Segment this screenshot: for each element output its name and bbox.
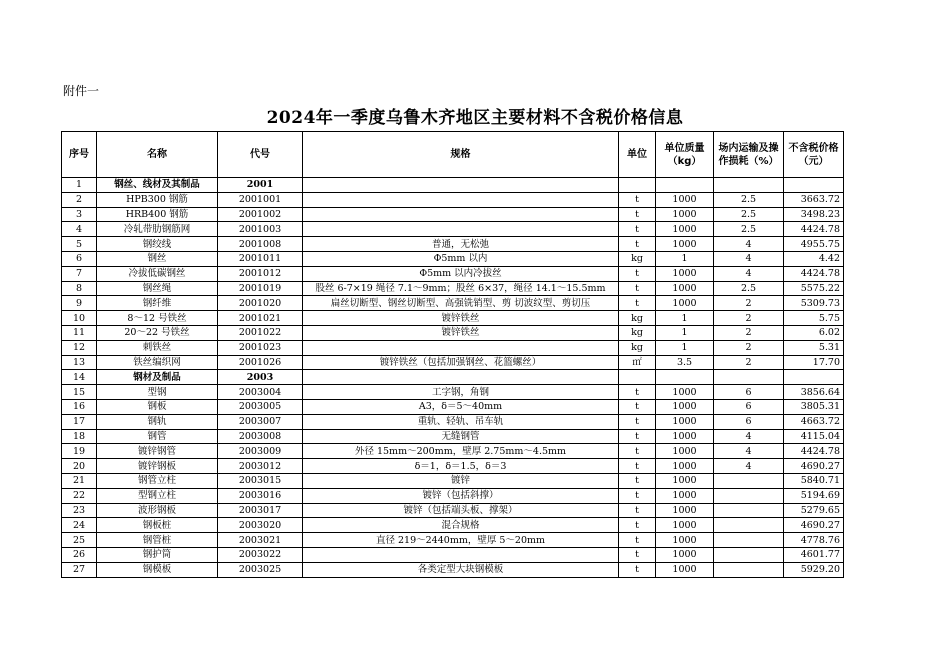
header-unit: 单位 <box>619 132 656 178</box>
cell-name: 钢管桩 <box>97 533 218 548</box>
cell-unit: t <box>619 207 656 222</box>
cell-spec <box>303 370 619 385</box>
cell-seq: 9 <box>62 296 97 311</box>
cell-seq: 12 <box>62 340 97 355</box>
cell-spec: 各类定型大块钢模板 <box>303 562 619 577</box>
cell-loss: 6 <box>714 399 784 414</box>
cell-unit: t <box>619 296 656 311</box>
cell-unit-mass: 1 <box>656 340 714 355</box>
cell-price: 3498.23 <box>784 207 844 222</box>
cell-spec <box>303 222 619 237</box>
cell-seq: 22 <box>62 488 97 503</box>
cell-code: 2001008 <box>218 237 303 252</box>
cell-code: 2003022 <box>218 547 303 562</box>
cell-spec: 重轨、轻轨、吊车轨 <box>303 414 619 429</box>
cell-loss: 4 <box>714 429 784 444</box>
cell-price: 4115.04 <box>784 429 844 444</box>
table-row <box>62 533 844 548</box>
cell-price: 5929.20 <box>784 562 844 577</box>
cell-code: 2001022 <box>218 325 303 340</box>
cell-unit-mass: 1000 <box>656 281 714 296</box>
table-row <box>62 399 844 414</box>
table-row <box>62 251 844 266</box>
cell-name: 铁丝编织网 <box>97 355 218 370</box>
cell-price: 5575.22 <box>784 281 844 296</box>
cell-price: 5840.71 <box>784 473 844 488</box>
cell-seq: 25 <box>62 533 97 548</box>
cell-name: 钢丝绳 <box>97 281 218 296</box>
cell-unit: t <box>619 192 656 207</box>
attachment-label: 附件一 <box>63 84 100 98</box>
cell-name: 钢丝、线材及其制品 <box>97 178 218 193</box>
cell-price: 4424.78 <box>784 222 844 237</box>
cell-unit-mass: 1000 <box>656 192 714 207</box>
cell-price: 5309.73 <box>784 296 844 311</box>
cell-seq: 6 <box>62 251 97 266</box>
table-row <box>62 266 844 281</box>
cell-unit: ㎡ <box>619 355 656 370</box>
cell-unit: t <box>619 414 656 429</box>
cell-unit-mass: 1 <box>656 251 714 266</box>
cell-spec: 镀锌（包括斜撑） <box>303 488 619 503</box>
cell-spec: 混合规格 <box>303 518 619 533</box>
cell-seq: 17 <box>62 414 97 429</box>
cell-name: 钢绞线 <box>97 237 218 252</box>
cell-seq: 14 <box>62 370 97 385</box>
table-row <box>62 518 844 533</box>
cell-unit: t <box>619 429 656 444</box>
cell-name: 钢管 <box>97 429 218 444</box>
cell-unit-mass: 1000 <box>656 414 714 429</box>
cell-unit: t <box>619 237 656 252</box>
cell-spec: 股丝 6-7×19 绳径 7.1～9mm；股丝 6×37，绳径 14.1～15.5mm <box>303 281 619 296</box>
cell-spec <box>303 192 619 207</box>
table-row <box>62 385 844 400</box>
table-row <box>62 429 844 444</box>
cell-unit-mass: 1000 <box>656 296 714 311</box>
table-body <box>62 178 844 578</box>
cell-loss: 2.5 <box>714 192 784 207</box>
header-code: 代号 <box>218 132 303 178</box>
cell-unit-mass: 1 <box>656 311 714 326</box>
cell-price: 3805.31 <box>784 399 844 414</box>
cell-unit-mass: 1000 <box>656 547 714 562</box>
header-row <box>62 132 844 178</box>
cell-price: 3856.64 <box>784 385 844 400</box>
cell-price: 5.75 <box>784 311 844 326</box>
table-row <box>62 488 844 503</box>
cell-code: 2001 <box>218 178 303 193</box>
cell-loss <box>714 370 784 385</box>
table-row <box>62 473 844 488</box>
cell-loss <box>714 178 784 193</box>
cell-unit: t <box>619 562 656 577</box>
cell-name: 钢模板 <box>97 562 218 577</box>
cell-name: 钢板 <box>97 399 218 414</box>
cell-price: 4690.27 <box>784 518 844 533</box>
cell-code: 2001020 <box>218 296 303 311</box>
cell-unit: kg <box>619 325 656 340</box>
cell-spec: 无缝钢管 <box>303 429 619 444</box>
cell-name: 镀锌钢管 <box>97 444 218 459</box>
cell-loss: 2.5 <box>714 207 784 222</box>
cell-seq: 3 <box>62 207 97 222</box>
cell-seq: 8 <box>62 281 97 296</box>
cell-unit-mass: 1000 <box>656 459 714 474</box>
cell-unit-mass: 3.5 <box>656 355 714 370</box>
cell-unit-mass: 1000 <box>656 222 714 237</box>
cell-loss: 6 <box>714 414 784 429</box>
cell-code: 2003016 <box>218 488 303 503</box>
cell-code: 2003 <box>218 370 303 385</box>
cell-spec: 外径 15mm～200mm，壁厚 2.75mm～4.5mm <box>303 444 619 459</box>
cell-unit-mass: 1000 <box>656 488 714 503</box>
cell-code: 2001019 <box>218 281 303 296</box>
cell-unit-mass: 1000 <box>656 385 714 400</box>
cell-loss: 2.5 <box>714 222 784 237</box>
table-row <box>62 222 844 237</box>
cell-code: 2001001 <box>218 192 303 207</box>
cell-unit-mass: 1000 <box>656 518 714 533</box>
cell-loss: 2 <box>714 325 784 340</box>
table-row <box>62 325 844 340</box>
cell-unit: t <box>619 222 656 237</box>
cell-name: 波形钢板 <box>97 503 218 518</box>
cell-price: 4424.78 <box>784 266 844 281</box>
cell-loss: 2 <box>714 296 784 311</box>
header-unit-mass: 单位质量（kg） <box>656 132 714 178</box>
cell-spec: 镀锌铁丝 <box>303 325 619 340</box>
cell-name: 型钢 <box>97 385 218 400</box>
cell-code: 2001012 <box>218 266 303 281</box>
cell-loss: 4 <box>714 459 784 474</box>
cell-code: 2001023 <box>218 340 303 355</box>
cell-name: 钢轨 <box>97 414 218 429</box>
cell-loss <box>714 518 784 533</box>
cell-loss <box>714 562 784 577</box>
cell-unit: t <box>619 533 656 548</box>
cell-spec: 工字钢，角钢 <box>303 385 619 400</box>
cell-unit: t <box>619 444 656 459</box>
cell-spec: 扁丝切断型、钢丝切断型、高强铣销型、剪 切波纹型、剪切压 <box>303 296 619 311</box>
table-row <box>62 562 844 577</box>
table-row <box>62 414 844 429</box>
table-row <box>62 547 844 562</box>
header-loss: 场内运输及操作损耗（%） <box>714 132 784 178</box>
table-row <box>62 503 844 518</box>
cell-spec: 镀锌（包括端头板、撑架） <box>303 503 619 518</box>
cell-spec: Φ5mm 以内 <box>303 251 619 266</box>
cell-unit-mass: 1000 <box>656 207 714 222</box>
cell-unit <box>619 178 656 193</box>
cell-spec: 直径 219～2440mm，壁厚 5～20mm <box>303 533 619 548</box>
cell-code: 2003015 <box>218 473 303 488</box>
cell-unit-mass: 1000 <box>656 399 714 414</box>
cell-seq: 5 <box>62 237 97 252</box>
cell-code: 2003007 <box>218 414 303 429</box>
table-row <box>62 296 844 311</box>
cell-unit-mass: 1000 <box>656 266 714 281</box>
cell-loss: 2 <box>714 355 784 370</box>
cell-code: 2003025 <box>218 562 303 577</box>
cell-price: 4601.77 <box>784 547 844 562</box>
cell-unit-mass: 1000 <box>656 429 714 444</box>
cell-unit-mass: 1000 <box>656 444 714 459</box>
cell-spec <box>303 178 619 193</box>
cell-loss: 4 <box>714 266 784 281</box>
table-row <box>62 444 844 459</box>
cell-seq: 27 <box>62 562 97 577</box>
cell-unit-mass: 1000 <box>656 533 714 548</box>
cell-loss: 4 <box>714 237 784 252</box>
cell-unit <box>619 370 656 385</box>
cell-code: 2003012 <box>218 459 303 474</box>
cell-unit-mass: 1000 <box>656 503 714 518</box>
table-row <box>62 459 844 474</box>
cell-name: 冷轧带肋钢筋网 <box>97 222 218 237</box>
cell-spec: 普通，无松弛 <box>303 237 619 252</box>
cell-unit: t <box>619 459 656 474</box>
cell-code: 2001026 <box>218 355 303 370</box>
table-row <box>62 281 844 296</box>
cell-price <box>784 370 844 385</box>
cell-price: 4663.72 <box>784 414 844 429</box>
cell-loss: 2 <box>714 340 784 355</box>
cell-code: 2001011 <box>218 251 303 266</box>
cell-unit: t <box>619 266 656 281</box>
cell-code: 2003021 <box>218 533 303 548</box>
cell-loss: 4 <box>714 444 784 459</box>
cell-unit: t <box>619 385 656 400</box>
cell-spec: 镀锌铁丝（包括加强钢丝、花篮螺丝） <box>303 355 619 370</box>
cell-price: 5194.69 <box>784 488 844 503</box>
cell-price: 4778.76 <box>784 533 844 548</box>
cell-price: 5279.65 <box>784 503 844 518</box>
cell-spec <box>303 547 619 562</box>
cell-loss: 6 <box>714 385 784 400</box>
cell-code: 2003020 <box>218 518 303 533</box>
cell-name: 刺铁丝 <box>97 340 218 355</box>
cell-unit: kg <box>619 311 656 326</box>
cell-seq: 19 <box>62 444 97 459</box>
header-seq: 序号 <box>62 132 97 178</box>
cell-seq: 18 <box>62 429 97 444</box>
cell-seq: 7 <box>62 266 97 281</box>
table-row <box>62 192 844 207</box>
cell-unit-mass: 1000 <box>656 237 714 252</box>
cell-price: 17.70 <box>784 355 844 370</box>
cell-name: 钢材及制品 <box>97 370 218 385</box>
table-row <box>62 237 844 252</box>
cell-loss: 2.5 <box>714 281 784 296</box>
table-row <box>62 178 844 193</box>
cell-name: 钢纤维 <box>97 296 218 311</box>
cell-name: HPB300 钢筋 <box>97 192 218 207</box>
cell-loss <box>714 547 784 562</box>
cell-seq: 24 <box>62 518 97 533</box>
cell-unit: t <box>619 518 656 533</box>
cell-seq: 16 <box>62 399 97 414</box>
cell-unit-mass: 1 <box>656 325 714 340</box>
cell-name: 镀锌钢板 <box>97 459 218 474</box>
cell-code: 2001002 <box>218 207 303 222</box>
cell-loss <box>714 473 784 488</box>
cell-spec <box>303 340 619 355</box>
cell-name: 钢板桩 <box>97 518 218 533</box>
cell-unit: t <box>619 488 656 503</box>
cell-price <box>784 178 844 193</box>
cell-name: 钢丝 <box>97 251 218 266</box>
cell-spec: 镀锌 <box>303 473 619 488</box>
cell-unit: t <box>619 281 656 296</box>
cell-spec: Φ5mm 以内冷拔丝 <box>303 266 619 281</box>
table-row <box>62 340 844 355</box>
cell-seq: 10 <box>62 311 97 326</box>
cell-code: 2003017 <box>218 503 303 518</box>
cell-code: 2003004 <box>218 385 303 400</box>
cell-spec: δ＝1，δ＝1.5，δ＝3 <box>303 459 619 474</box>
cell-unit: t <box>619 547 656 562</box>
header-price: 不含税价格（元） <box>784 132 844 178</box>
cell-name: 钢管立柱 <box>97 473 218 488</box>
cell-name: 冷拔低碳钢丝 <box>97 266 218 281</box>
table-row <box>62 207 844 222</box>
cell-unit-mass <box>656 370 714 385</box>
cell-unit: kg <box>619 251 656 266</box>
cell-code: 2003008 <box>218 429 303 444</box>
cell-loss <box>714 488 784 503</box>
cell-name: 型钢立柱 <box>97 488 218 503</box>
cell-seq: 20 <box>62 459 97 474</box>
cell-loss <box>714 533 784 548</box>
table-row <box>62 355 844 370</box>
cell-seq: 11 <box>62 325 97 340</box>
cell-seq: 4 <box>62 222 97 237</box>
document-title: 2024年一季度乌鲁木齐地区主要材料不含税价格信息 <box>266 108 684 128</box>
cell-price: 4.42 <box>784 251 844 266</box>
cell-code: 2001003 <box>218 222 303 237</box>
cell-code: 2003009 <box>218 444 303 459</box>
cell-price: 5.31 <box>784 340 844 355</box>
price-table <box>61 131 844 578</box>
cell-seq: 21 <box>62 473 97 488</box>
cell-unit: t <box>619 473 656 488</box>
cell-unit-mass: 1000 <box>656 562 714 577</box>
cell-loss: 4 <box>714 251 784 266</box>
cell-spec: A3，δ＝5～40mm <box>303 399 619 414</box>
cell-seq: 26 <box>62 547 97 562</box>
cell-spec: 镀锌铁丝 <box>303 311 619 326</box>
header-spec: 规格 <box>303 132 619 178</box>
cell-seq: 15 <box>62 385 97 400</box>
cell-unit-mass <box>656 178 714 193</box>
cell-code: 2001021 <box>218 311 303 326</box>
cell-unit: kg <box>619 340 656 355</box>
cell-price: 3663.72 <box>784 192 844 207</box>
cell-price: 4424.78 <box>784 444 844 459</box>
cell-price: 6.02 <box>784 325 844 340</box>
cell-spec <box>303 207 619 222</box>
cell-name: 20～22 号铁丝 <box>97 325 218 340</box>
cell-seq: 2 <box>62 192 97 207</box>
cell-seq: 1 <box>62 178 97 193</box>
cell-unit: t <box>619 503 656 518</box>
cell-loss: 2 <box>714 311 784 326</box>
cell-code: 2003005 <box>218 399 303 414</box>
cell-name: 8～12 号铁丝 <box>97 311 218 326</box>
table-row <box>62 370 844 385</box>
cell-name: 钢护筒 <box>97 547 218 562</box>
cell-price: 4690.27 <box>784 459 844 474</box>
cell-unit: t <box>619 399 656 414</box>
cell-unit-mass: 1000 <box>656 473 714 488</box>
cell-name: HRB400 钢筋 <box>97 207 218 222</box>
cell-price: 4955.75 <box>784 237 844 252</box>
cell-seq: 23 <box>62 503 97 518</box>
cell-seq: 13 <box>62 355 97 370</box>
cell-loss <box>714 503 784 518</box>
header-name: 名称 <box>97 132 218 178</box>
table-row <box>62 311 844 326</box>
